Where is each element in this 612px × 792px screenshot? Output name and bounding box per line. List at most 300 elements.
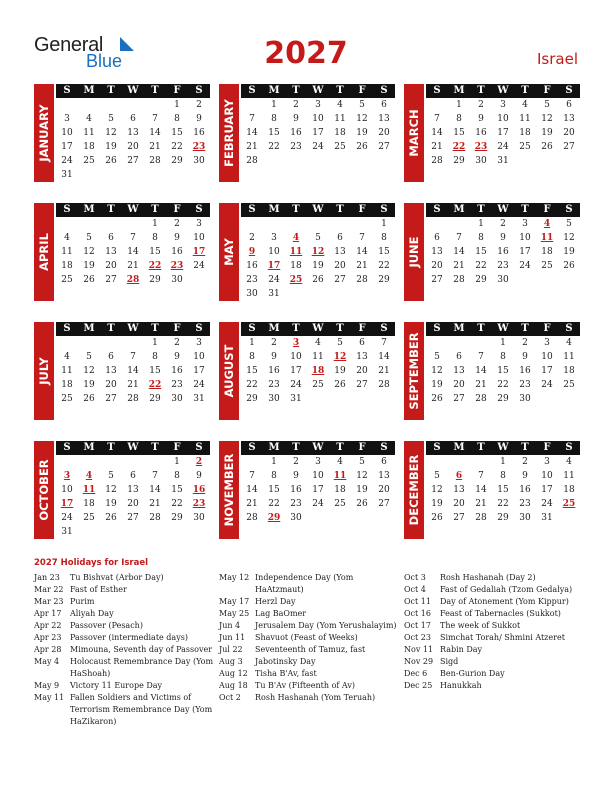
week-row	[56, 364, 210, 378]
day-cell: 14	[453, 247, 465, 257]
weekday-label: M	[453, 323, 465, 334]
holiday-name: Day of Atonement (Yom Kippur)	[440, 597, 569, 606]
holidays-column	[404, 572, 584, 692]
month-april	[34, 203, 210, 308]
day-cell: 19	[105, 142, 117, 152]
month-days-grid	[56, 84, 210, 182]
day-cell: 4	[543, 219, 551, 229]
day-cell: 27	[563, 142, 575, 152]
day-cell: 15	[378, 247, 390, 257]
weekday-label: M	[453, 204, 465, 215]
day-cell	[329, 154, 351, 168]
weekday-label: F	[358, 85, 366, 96]
day-cell: 25	[541, 261, 553, 271]
day-cell: 25	[83, 513, 95, 523]
day-cell: 21	[356, 261, 368, 271]
day-cell: 18	[61, 380, 73, 390]
day-cell	[285, 217, 307, 231]
weekday-label: S	[63, 85, 71, 96]
day-cell: 28	[149, 513, 161, 523]
week-row	[56, 126, 210, 140]
month-name: JANUARY	[37, 104, 51, 162]
holiday-name: Jerusalem Day (Yom Yerushalayim)	[255, 621, 397, 630]
day-cell: 6	[337, 233, 343, 243]
day-cell: 10	[193, 352, 205, 362]
day-cell	[373, 511, 395, 525]
day-cell: 15	[268, 485, 280, 495]
month-june	[404, 203, 580, 308]
weekday-label: M	[453, 85, 465, 96]
day-cell: 11	[563, 471, 575, 481]
day-cell: 17	[193, 366, 205, 376]
day-cell: 5	[566, 219, 572, 229]
day-cell: 4	[566, 457, 572, 467]
day-cell: 2	[500, 219, 506, 229]
weekday-header	[241, 322, 395, 336]
month-label	[34, 322, 54, 420]
weekday-header	[241, 84, 395, 98]
day-cell	[188, 273, 210, 287]
holiday-name: Hanukkah	[440, 681, 482, 690]
weekday-label: M	[83, 204, 95, 215]
day-cell: 13	[563, 114, 575, 124]
day-cell: 2	[174, 219, 180, 229]
day-cell: 3	[196, 219, 202, 229]
month-august	[219, 322, 395, 427]
day-cell: 25	[519, 142, 531, 152]
day-cell: 13	[334, 247, 346, 257]
holiday-item	[404, 680, 584, 692]
day-cell: 11	[289, 247, 303, 257]
day-cell: 15	[475, 247, 487, 257]
month-name: NOVEMBER	[222, 453, 236, 527]
day-cell: 23	[170, 261, 184, 271]
month-name: MAY	[222, 238, 236, 266]
weekday-label: F	[543, 85, 551, 96]
day-cell: 20	[127, 142, 139, 152]
week-row	[56, 511, 210, 525]
day-cell: 27	[105, 394, 117, 404]
month-days-grid	[56, 322, 210, 406]
day-cell	[307, 154, 329, 168]
day-cell: 26	[541, 142, 553, 152]
day-cell: 19	[312, 261, 324, 271]
day-cell: 19	[334, 366, 346, 376]
weekday-header	[56, 84, 210, 98]
day-cell: 21	[149, 499, 161, 509]
day-cell: 6	[108, 352, 114, 362]
weekday-label: M	[268, 204, 280, 215]
holiday-name: Mimouna, Seventh day of Passover	[70, 645, 213, 654]
day-cell	[241, 98, 263, 112]
month-name: SEPTEMBER	[407, 332, 421, 410]
day-cell: 8	[456, 114, 462, 124]
weekday-label: S	[195, 85, 203, 96]
day-cell: 3	[315, 457, 321, 467]
day-cell: 12	[105, 485, 117, 495]
month-label	[34, 84, 54, 182]
weekday-label: S	[63, 442, 71, 453]
month-days-grid	[241, 203, 395, 301]
day-cell	[100, 336, 122, 350]
weekday-label: S	[380, 85, 388, 96]
weekday-label: T	[107, 204, 115, 215]
day-cell: 10	[497, 114, 509, 124]
weekday-label: F	[543, 204, 551, 215]
month-label	[34, 203, 54, 301]
holiday-name: Independence Day (Yom HaAtzmaut)	[255, 573, 354, 594]
month-name: FEBRUARY	[222, 99, 236, 167]
day-cell: 27	[453, 513, 465, 523]
weekday-header	[56, 322, 210, 336]
holiday-item	[219, 572, 399, 596]
day-cell: 18	[334, 128, 346, 138]
day-cell: 25	[83, 156, 95, 166]
day-cell	[144, 98, 166, 112]
day-cell: 14	[475, 485, 487, 495]
day-cell: 20	[334, 261, 346, 271]
holiday-item	[34, 680, 214, 692]
day-cell: 9	[293, 471, 299, 481]
day-cell: 25	[563, 380, 575, 390]
day-cell	[307, 392, 329, 406]
day-cell: 31	[61, 170, 73, 180]
day-cell: 19	[83, 380, 95, 390]
weekday-label: T	[521, 204, 529, 215]
day-cell: 23	[519, 380, 531, 390]
weekday-label: S	[195, 323, 203, 334]
day-cell: 23	[290, 142, 302, 152]
weekday-label: T	[336, 442, 344, 453]
holiday-name: Sigd	[440, 657, 459, 666]
day-cell: 17	[290, 366, 302, 376]
day-cell: 16	[171, 247, 183, 257]
weekday-label: S	[565, 204, 573, 215]
day-cell: 2	[522, 457, 528, 467]
day-cell: 23	[497, 261, 509, 271]
week-row	[241, 217, 395, 231]
holiday-item	[219, 680, 399, 692]
holiday-date: Jul 22	[219, 645, 243, 654]
holiday-item	[219, 620, 399, 632]
day-cell: 13	[378, 471, 390, 481]
month-label	[219, 441, 239, 539]
day-cell: 10	[193, 233, 205, 243]
holiday-date: Oct 23	[404, 633, 431, 642]
month-days-grid	[56, 441, 210, 539]
day-cell: 18	[61, 261, 73, 271]
week-row	[426, 259, 580, 273]
day-cell: 22	[378, 261, 390, 271]
month-days-grid	[241, 322, 395, 406]
holiday-name: Feast of Tabernacles (Sukkot)	[440, 609, 561, 618]
weekday-label: M	[83, 323, 95, 334]
holiday-name: Purim	[70, 597, 95, 606]
day-cell: 19	[356, 128, 368, 138]
weekday-label: S	[248, 442, 256, 453]
week-row	[56, 259, 210, 273]
day-cell: 28	[356, 275, 368, 285]
day-cell	[122, 455, 144, 469]
day-cell: 11	[519, 114, 531, 124]
weekday-label: T	[292, 204, 300, 215]
day-cell: 10	[541, 471, 553, 481]
day-cell	[351, 154, 373, 168]
day-cell: 4	[85, 471, 93, 481]
weekday-label: W	[312, 442, 324, 453]
day-cell: 24	[193, 261, 205, 271]
holiday-date: Aug 12	[219, 669, 248, 678]
week-row	[426, 273, 580, 287]
day-cell: 21	[127, 261, 139, 271]
day-cell	[263, 217, 285, 231]
day-cell: 3	[63, 471, 71, 481]
week-row	[56, 154, 210, 168]
weekday-label: S	[248, 323, 256, 334]
day-cell: 11	[312, 352, 324, 362]
day-cell: 26	[83, 275, 95, 285]
day-cell	[373, 287, 395, 301]
day-cell	[514, 273, 536, 287]
weekday-label: S	[433, 323, 441, 334]
holiday-date: Aug 3	[219, 657, 243, 666]
day-cell: 11	[540, 233, 554, 243]
month-label	[219, 203, 239, 301]
holiday-date: Jun 4	[219, 621, 241, 630]
week-row	[56, 98, 210, 112]
weekday-label: T	[151, 85, 159, 96]
holiday-date: Jun 11	[219, 633, 246, 642]
day-cell: 4	[64, 352, 70, 362]
day-cell: 1	[152, 219, 158, 229]
day-cell: 5	[86, 352, 92, 362]
day-cell: 23	[192, 142, 206, 152]
day-cell	[56, 455, 78, 469]
day-cell	[351, 287, 373, 301]
month-march	[404, 84, 580, 189]
day-cell: 8	[249, 352, 255, 362]
holiday-item	[404, 644, 584, 656]
day-cell: 28	[127, 394, 139, 404]
week-row	[241, 364, 395, 378]
day-cell	[56, 217, 78, 231]
weekday-label: S	[565, 323, 573, 334]
day-cell: 3	[544, 457, 550, 467]
day-cell	[329, 217, 351, 231]
day-cell	[241, 217, 263, 231]
holiday-date: Oct 3	[404, 573, 426, 582]
day-cell: 8	[271, 471, 277, 481]
day-cell: 12	[563, 233, 575, 243]
day-cell: 27	[105, 275, 117, 285]
day-cell: 21	[453, 261, 465, 271]
day-cell: 25	[61, 275, 73, 285]
day-cell: 2	[174, 338, 180, 348]
day-cell: 14	[431, 128, 443, 138]
week-row	[56, 245, 210, 259]
day-cell: 28	[475, 394, 487, 404]
week-row	[426, 350, 580, 364]
day-cell: 1	[249, 338, 255, 348]
week-row	[241, 336, 395, 350]
day-cell: 9	[500, 233, 506, 243]
day-cell: 26	[312, 275, 324, 285]
day-cell: 22	[171, 499, 183, 509]
day-cell: 17	[541, 366, 553, 376]
month-december	[404, 441, 580, 546]
day-cell: 31	[541, 513, 553, 523]
day-cell	[100, 98, 122, 112]
weekday-label: S	[380, 442, 388, 453]
holiday-name: Tu B'Av (Fifteenth of Av)	[255, 681, 355, 690]
day-cell: 27	[127, 156, 139, 166]
day-cell: 25	[562, 499, 576, 509]
day-cell	[373, 392, 395, 406]
day-cell: 30	[246, 289, 258, 299]
day-cell: 5	[337, 338, 343, 348]
weekday-label: W	[127, 442, 139, 453]
weekday-label: T	[107, 442, 115, 453]
day-cell: 12	[541, 114, 553, 124]
holiday-item	[219, 692, 399, 704]
weekday-label: T	[292, 85, 300, 96]
weekday-label: S	[565, 442, 573, 453]
day-cell: 22	[268, 142, 280, 152]
day-cell: 4	[522, 100, 528, 110]
weekday-label: F	[173, 204, 181, 215]
day-cell: 4	[86, 114, 92, 124]
day-cell: 1	[271, 100, 277, 110]
day-cell: 5	[434, 352, 440, 362]
day-cell: 16	[497, 247, 509, 257]
week-row	[241, 455, 395, 469]
day-cell: 7	[152, 114, 158, 124]
holiday-name: Fast of Esther	[70, 585, 127, 594]
holiday-item	[34, 620, 214, 632]
day-cell	[470, 336, 492, 350]
week-row	[241, 98, 395, 112]
weekday-label: M	[83, 85, 95, 96]
week-row	[56, 217, 210, 231]
day-cell: 14	[149, 485, 161, 495]
week-row	[56, 350, 210, 364]
day-cell: 22	[268, 499, 280, 509]
month-label	[404, 203, 424, 301]
holiday-name: Shavuot (Feast of Weeks)	[255, 633, 358, 642]
day-cell: 11	[83, 128, 95, 138]
day-cell: 4	[64, 233, 70, 243]
day-cell: 2	[293, 100, 299, 110]
day-cell: 7	[478, 471, 484, 481]
day-cell: 6	[381, 457, 387, 467]
holiday-date: May 4	[34, 657, 60, 666]
week-row	[241, 392, 395, 406]
day-cell: 12	[311, 247, 325, 257]
day-cell: 9	[293, 114, 299, 124]
month-july	[34, 322, 210, 427]
day-cell: 27	[127, 513, 139, 523]
day-cell: 20	[105, 261, 117, 271]
holiday-date: Oct 2	[219, 693, 241, 702]
day-cell: 28	[378, 380, 390, 390]
day-cell: 10	[268, 247, 280, 257]
holiday-date: May 9	[34, 681, 60, 690]
day-cell: 31	[193, 394, 205, 404]
day-cell: 30	[193, 156, 205, 166]
day-cell: 24	[61, 513, 73, 523]
day-cell: 10	[519, 233, 531, 243]
day-cell: 12	[431, 366, 443, 376]
weekday-label: M	[83, 442, 95, 453]
weekday-label: T	[107, 323, 115, 334]
day-cell: 19	[541, 128, 553, 138]
weekday-label: F	[543, 323, 551, 334]
day-cell: 9	[196, 471, 202, 481]
day-cell: 3	[271, 233, 277, 243]
holiday-date: Apr 22	[34, 621, 62, 630]
day-cell: 3	[544, 338, 550, 348]
week-row	[241, 245, 395, 259]
logo-blue-text: Blue	[86, 51, 123, 71]
week-row	[241, 273, 395, 287]
country-label: Israel	[537, 50, 578, 68]
holiday-date: Oct 16	[404, 609, 431, 618]
day-cell	[78, 455, 100, 469]
month-label	[404, 84, 424, 182]
day-cell: 15	[453, 128, 465, 138]
day-cell: 9	[248, 247, 256, 257]
month-name: MARCH	[407, 109, 421, 157]
holiday-name: Aliyah Day	[70, 609, 114, 618]
day-cell: 1	[381, 219, 387, 229]
week-row	[426, 511, 580, 525]
holiday-item	[34, 596, 214, 608]
day-cell: 9	[174, 352, 180, 362]
day-cell	[166, 525, 188, 539]
day-cell: 21	[246, 142, 258, 152]
day-cell: 22	[497, 380, 509, 390]
holiday-date: Mar 23	[34, 597, 64, 606]
weekday-label: W	[497, 85, 509, 96]
day-cell: 13	[105, 366, 117, 376]
day-cell: 17	[312, 128, 324, 138]
day-cell: 12	[83, 247, 95, 257]
day-cell: 24	[497, 142, 509, 152]
weekday-label: T	[151, 204, 159, 215]
week-row	[56, 112, 210, 126]
weekday-label: T	[151, 323, 159, 334]
holiday-name: Lag BaOmer	[255, 609, 307, 618]
week-row	[241, 231, 395, 245]
day-cell: 27	[378, 499, 390, 509]
day-cell: 14	[356, 247, 368, 257]
day-cell: 31	[61, 527, 73, 537]
day-cell	[144, 168, 166, 182]
day-cell: 18	[311, 366, 325, 376]
weekday-label: T	[477, 323, 485, 334]
month-label	[219, 84, 239, 182]
holiday-date: May 11	[34, 693, 65, 702]
day-cell: 30	[171, 275, 183, 285]
weekday-label: F	[173, 323, 181, 334]
day-cell: 18	[563, 366, 575, 376]
day-cell: 26	[563, 261, 575, 271]
day-cell	[448, 336, 470, 350]
day-cell: 10	[312, 471, 324, 481]
holiday-name: Rosh Hashanah (Day 2)	[440, 573, 536, 582]
day-cell	[78, 217, 100, 231]
day-cell: 23	[192, 499, 206, 509]
